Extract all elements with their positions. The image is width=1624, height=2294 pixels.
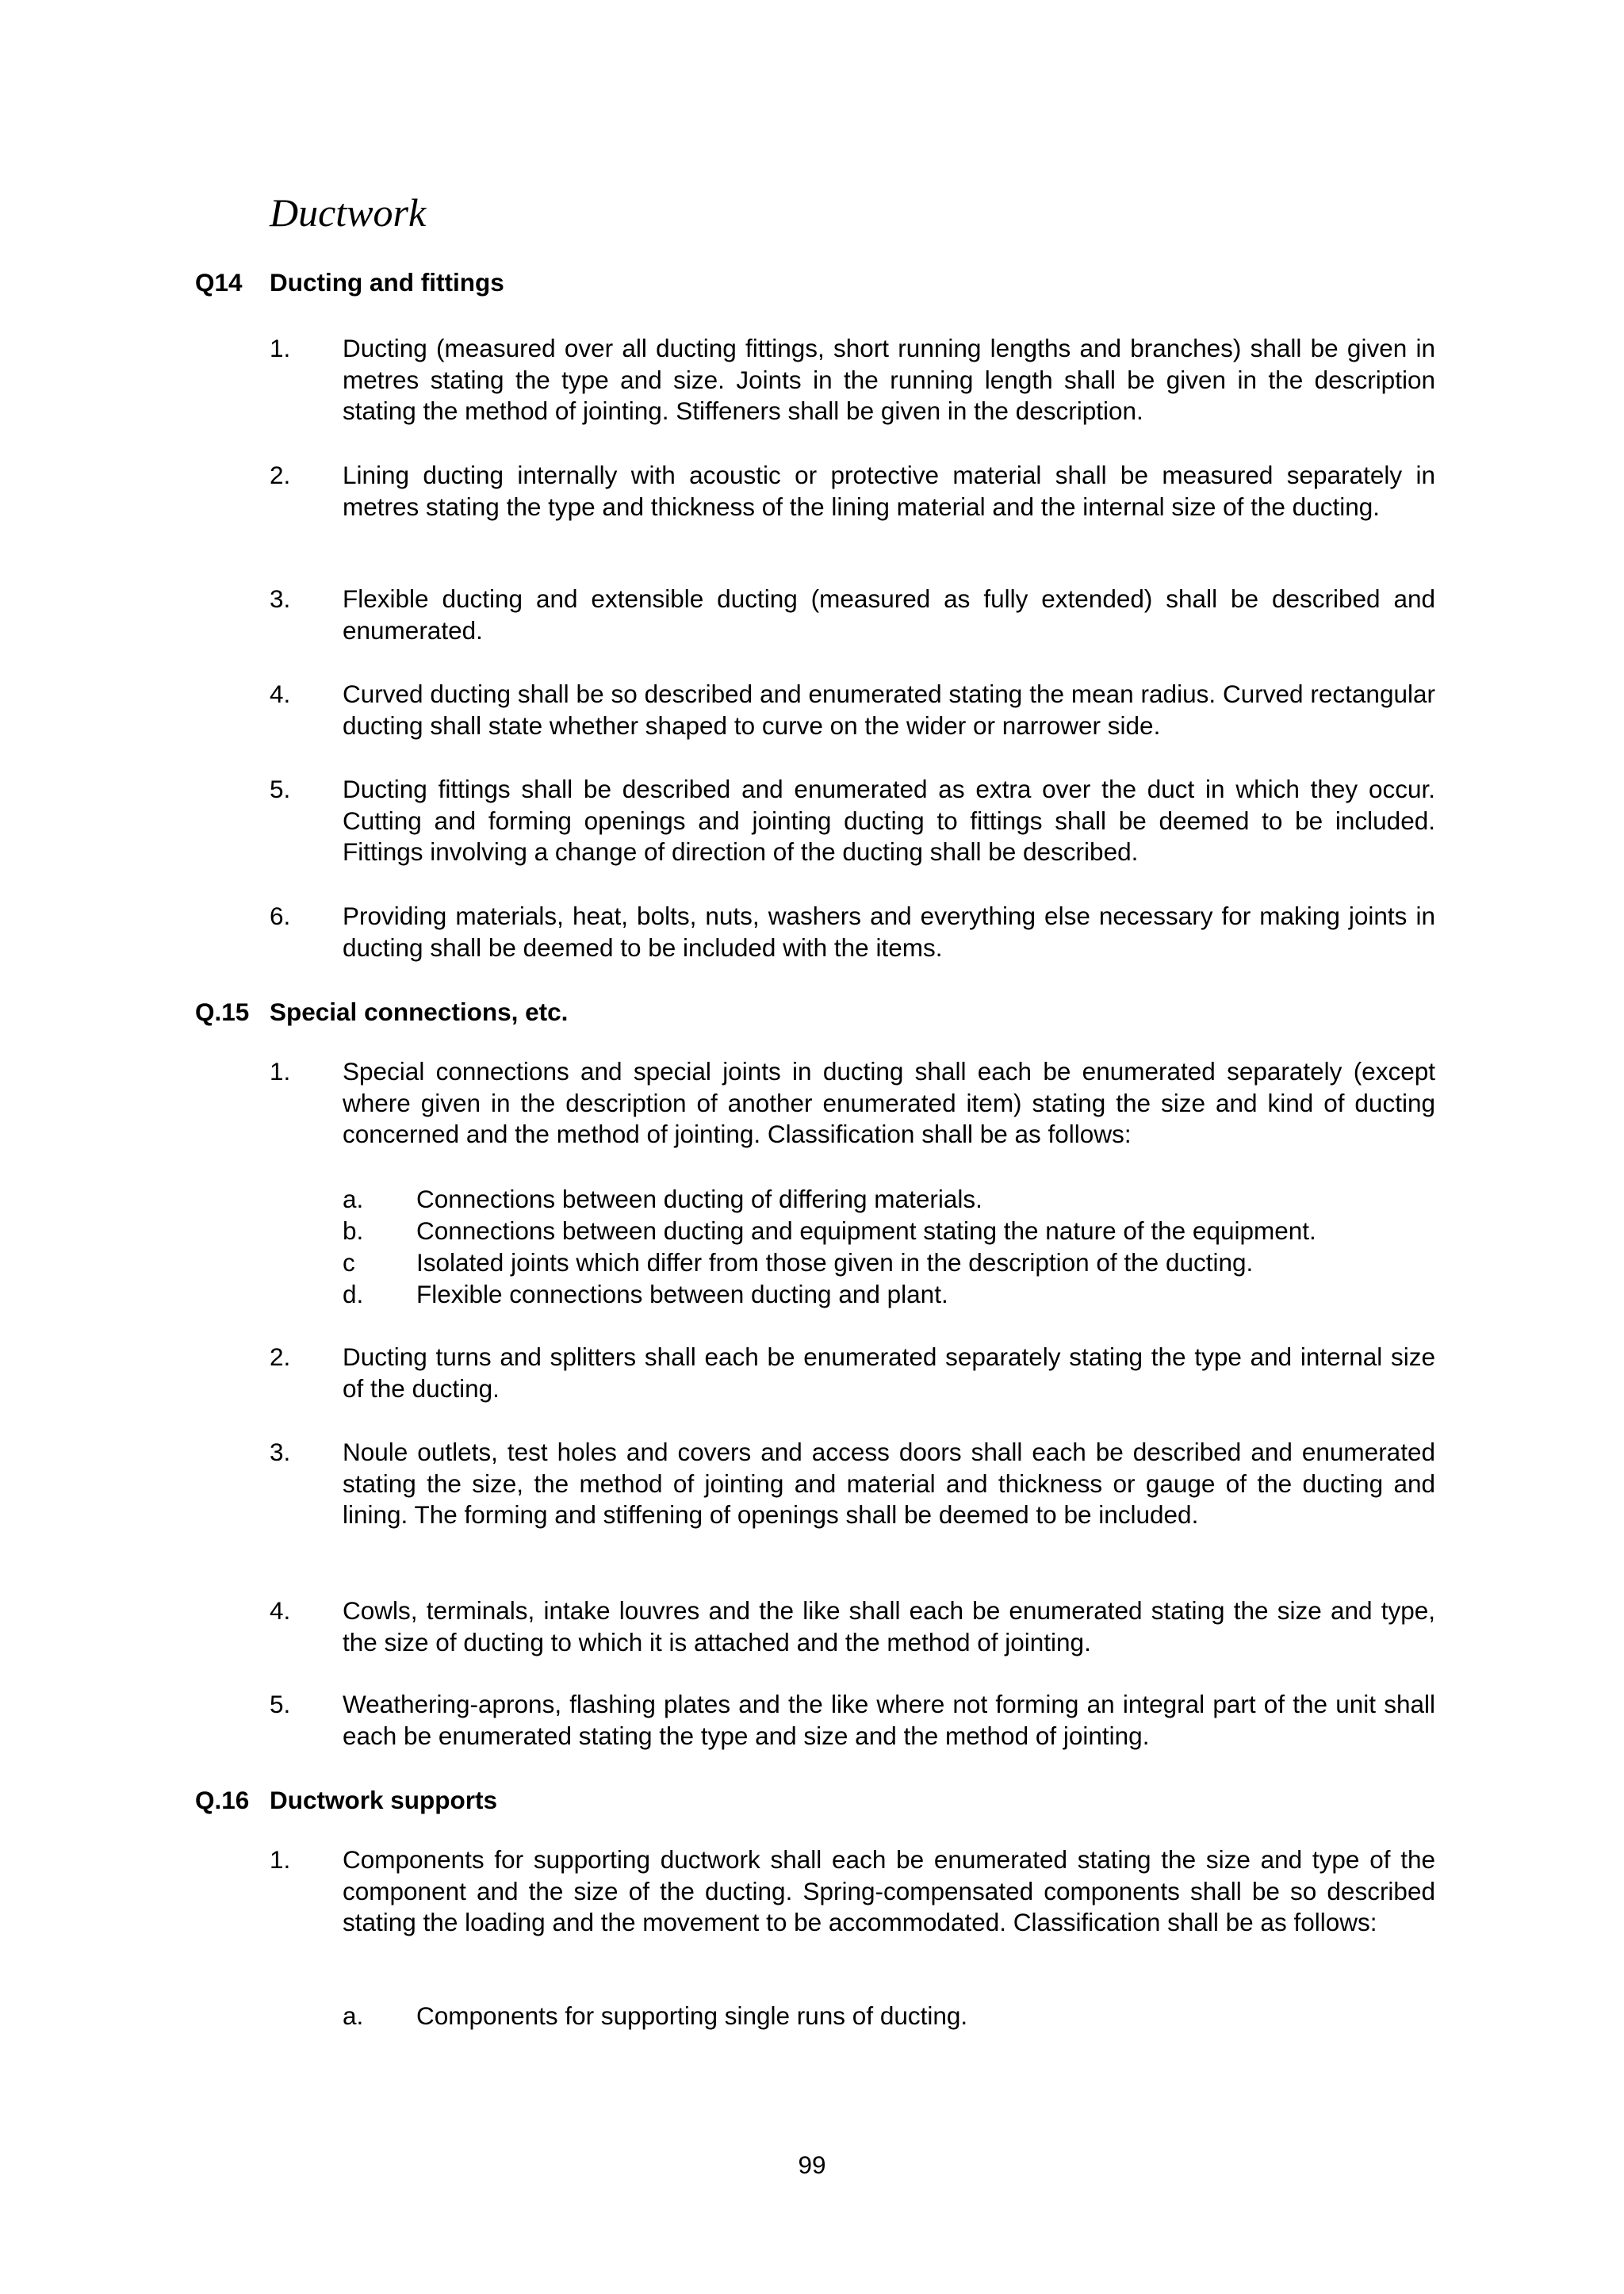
item-text: Ducting fittings shall be described and enumerated as extra over the duct in which they occur. Cutting and forming openings and jointing ducting to fittings shall be deemed to be included. Fittings involving a change of direction of the ducting shall be described. (343, 775, 1435, 866)
item-number: 2. (270, 1342, 291, 1371)
sub-item-letter: c (343, 1248, 355, 1277)
item-text: Special connections and special joints in ducting shall each be enumerated separately (except where given in the description of another enumerated item) stating the size and kind of ducting concerned and the method of jointing. Classification shall be as follows: (343, 1057, 1435, 1148)
item-text: Flexible ducting and extensible ducting (measured as fully extended) shall be described and enumerated. (343, 584, 1435, 645)
list-item (270, 1595, 1435, 1658)
sub-item-text: Connections between ducting and equipment stating the nature of the equipment. (416, 1216, 1316, 1245)
section-number: Q14 (195, 268, 243, 297)
list-item (270, 584, 1435, 646)
item-number: 6. (270, 902, 291, 930)
item-number: 1. (270, 1845, 291, 1874)
list-item (270, 1689, 1435, 1752)
item-text: Components for supporting ductwork shall each be enumerated stating the size and type of the component and the size of the ducting. Spring-compensated components shall be so described stating the loading and the movement to be accommodated. Classification shall be as follows: (343, 1845, 1435, 1936)
item-text: Ducting turns and splitters shall each be enumerated separately stating the type and internal size of the ducting. (343, 1342, 1435, 1403)
list-item (270, 901, 1435, 963)
section-title: Ducting and fittings (270, 268, 504, 297)
item-number: 3. (270, 584, 291, 613)
sub-item-text: Components for supporting single runs of ducting. (416, 2001, 968, 2030)
item-text: Cowls, terminals, intake louvres and the like shall each be enumerated stating the size and type, the size of ducting to which it is attached and the method of jointing. (343, 1596, 1435, 1656)
sub-item-text: Connections between ducting of differing materials. (416, 1185, 982, 1213)
sub-list-item (343, 1215, 1453, 1247)
item-text: Noule outlets, test holes and covers and access doors shall each be described and enumerated stating the size, the method of jointing and material and thickness or gauge of the ducting and lining. The forming and stiffening of openings shall be deemed to be included. (343, 1438, 1435, 1529)
page-title: Ductwork (270, 190, 427, 235)
sub-item-letter: a. (343, 1185, 364, 1213)
list-item (270, 774, 1435, 868)
section-title: Ductwork supports (270, 1786, 498, 1814)
list-item (270, 333, 1435, 427)
section-heading-q15 (195, 996, 568, 1028)
section-heading-q14 (195, 266, 504, 298)
sub-list-item (343, 2000, 1453, 2032)
item-text: Ducting (measured over all ducting fittings, short running lengths and branches) shall be given in metres stating the type and size. Joints in the running length shall be given in the description stating the method of jointing. Stiffeners shall be given in the description. (343, 334, 1435, 425)
section-number: Q.15 (195, 998, 250, 1026)
item-number: 1. (270, 1057, 291, 1086)
sub-list-item (343, 1183, 1453, 1215)
list-item (270, 1342, 1435, 1404)
list-item (270, 1056, 1435, 1151)
item-number: 1. (270, 334, 291, 362)
list-item (270, 1844, 1435, 1939)
sub-item-letter: b. (343, 1216, 364, 1245)
sub-list-item (343, 1278, 1453, 1310)
item-number: 4. (270, 1596, 291, 1625)
item-number: 3. (270, 1438, 291, 1466)
list-item (270, 1437, 1435, 1531)
list-item (270, 460, 1435, 523)
section-number: Q.16 (195, 1786, 250, 1814)
sub-item-text: Flexible connections between ducting and plant. (416, 1280, 948, 1308)
sub-item-letter: a. (343, 2001, 364, 2030)
item-number: 5. (270, 775, 291, 803)
item-number: 4. (270, 680, 291, 708)
item-text: Weathering-aprons, flashing plates and the like where not forming an integral part of the unit shall each be enumerated stating the type and size and the method of jointing. (343, 1690, 1435, 1750)
item-number: 5. (270, 1690, 291, 1718)
sub-item-text: Isolated joints which differ from those given in the description of the ducting. (416, 1248, 1254, 1277)
item-text: Curved ducting shall be so described and enumerated stating the mean radius. Curved rectangular ducting shall state whether shaped to curve on the wider or narrower side. (343, 680, 1435, 740)
page-number: 99 (798, 2150, 826, 2179)
section-heading-q16 (195, 1784, 497, 1816)
list-item (270, 679, 1435, 741)
sub-list-item (343, 1247, 1453, 1278)
item-number: 2. (270, 461, 291, 489)
item-text: Lining ducting internally with acoustic or protective material shall be measured separately in metres stating the type and thickness of the lining material and the internal size of the ducting. (343, 461, 1435, 521)
section-title: Special connections, etc. (270, 998, 569, 1026)
sub-item-letter: d. (343, 1280, 364, 1308)
item-text: Providing materials, heat, bolts, nuts, washers and everything else necessary for making joints in ducting shall be deemed to be included with the items. (343, 902, 1435, 962)
